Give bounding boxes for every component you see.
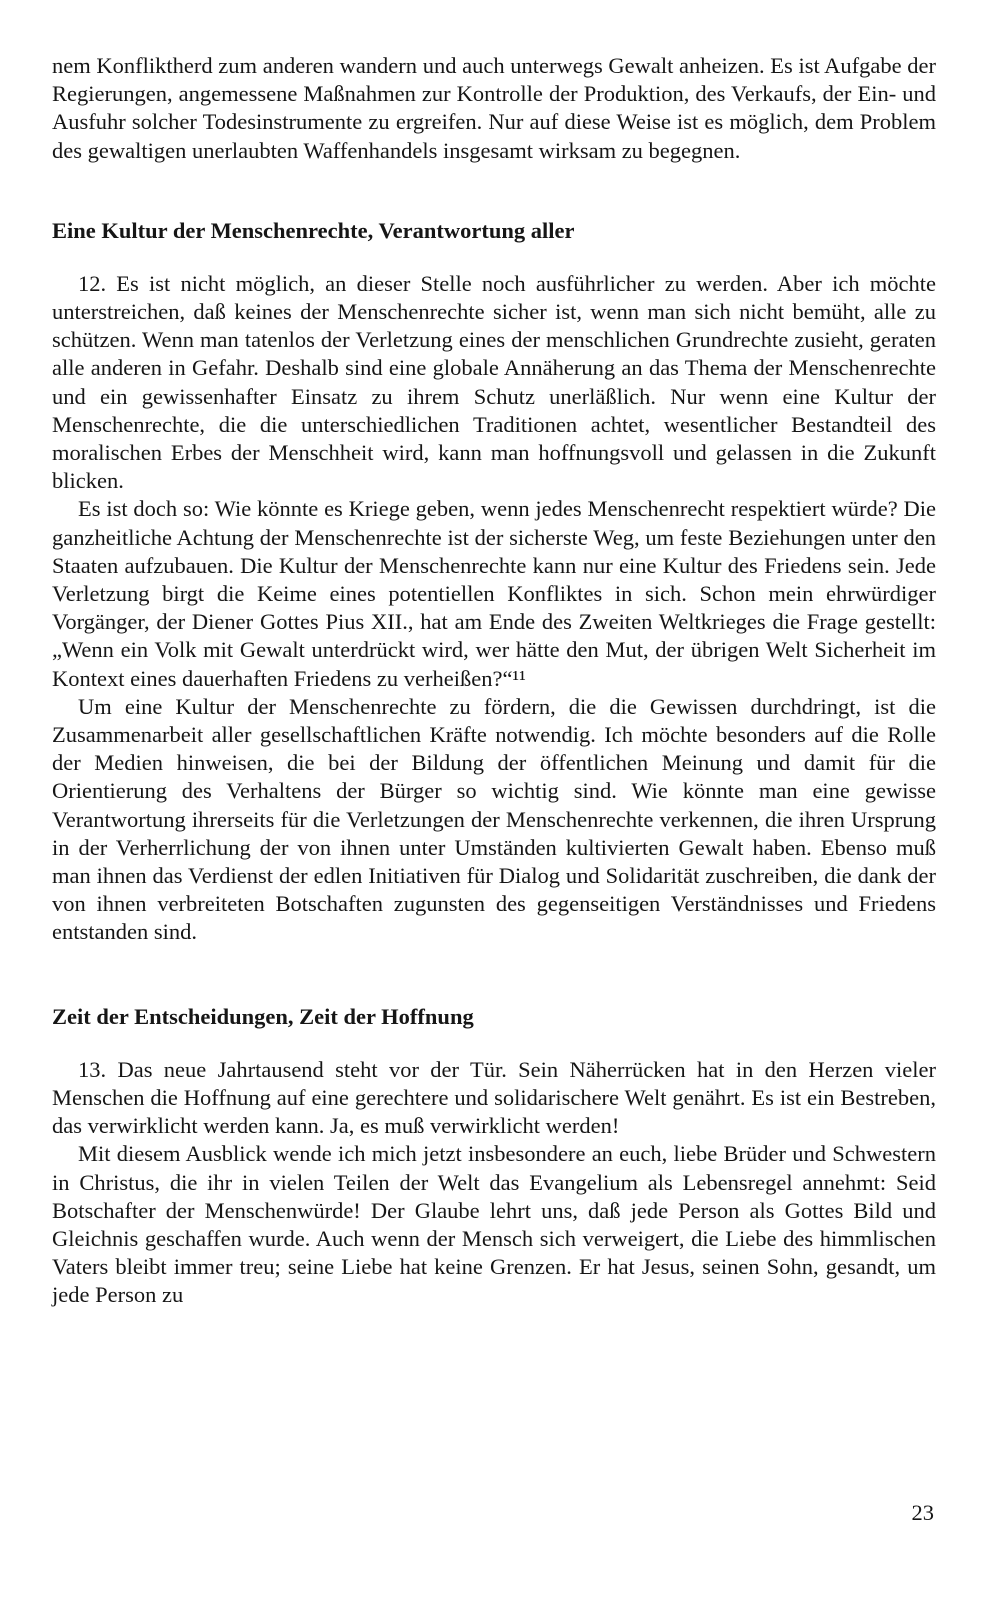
- paragraph-intro: nem Konfliktherd zum anderen wandern und auch unterwegs Gewalt anheizen. Es ist Aufgabe der Regierungen, angemessene Maßnahmen zur Kontrolle der Produktion, des Verkaufs, der Ein- und Ausfuhr solcher Todesinstrumente zu ergreifen. Nur auf diese Weise ist es möglich, dem Problem des gewaltigen unerlaubten Waffenhandels insgesamt wirksam zu begegnen.: [52, 53, 936, 163]
- document-page: [52, 52, 936, 1310]
- paragraph-12: 12. Es ist nicht möglich, an dieser Stelle noch ausführlicher zu werden. Aber ich möchte unterstreichen, daß keines der Menschenrechte sicher ist, wenn man sich nicht bemüht, alle zu schützen. Wenn man tatenlos der Verletzung eines der menschlichen Grundrechte zusieht, geraten alle anderen in Gefahr. Deshalb sind eine globale Annäherung an das Thema der Menschenrechte und ein gewissenhafter Einsatz zu ihrem Schutz unerläßlich. Nur wenn eine Kultur der Menschenrechte, die die unterschiedlichen Traditionen achtet, wesentlicher Bestandteil des moralischen Erbes der Menschheit wird, kann man hoffnungsvoll und gelassen in die Zukunft blicken.: [52, 270, 936, 494]
- paragraph-media: Um eine Kultur der Menschenrechte zu fördern, die die Gewissen durchdringt, ist die Zusammenarbeit aller gesellschaftlichen Kräfte notwendig. Ich möchte besonders auf die Rolle der Medien hinweisen, die bei der Bildung der öffentlichen Meinung und damit für die Orientierung des Verhaltens der Bürger so wichtig sind. Wie könnte man eine gewisse Verantwortung ihrerseits für die Verletzungen der Menschenrechte verkennen, die ihren Ursprung in der Verherrlichung der von ihnen unter Umständen kultivierten Gewalt haben. Ebenso muß man ihnen das Verdienst der edlen Initiativen für Dialog und Solidarität zuschreiben, die dank der von ihnen verbreiteten Botschaften zugunsten des gegenseitigen Verständnisses und Friedens entstanden sind.: [52, 693, 936, 945]
- section-heading-hope: Zeit der Entscheidungen, Zeit der Hoffnung: [52, 1003, 474, 1029]
- paragraph-outlook: Mit diesem Ausblick wende ich mich jetzt insbesondere an euch, liebe Brüder und Schwestern in Christus, die ihr in vielen Teilen der Welt das Evangelium als Lebensregel annehmt: Seid Botschafter der Menschenwürde! Der Glaube lehrt uns, daß jede Person als Gottes Bild und Gleichnis geschaffen wurde. Auch wenn der Mensch sich verweigert, die Liebe des himmlischen Vaters bleibt immer treu; seine Liebe hat keine Grenzen. Er hat Jesus, seinen Sohn, gesandt, um jede Person zu: [52, 1141, 936, 1308]
- section-heading-human-rights: Eine Kultur der Menschenrechte, Verantwortung aller: [52, 217, 575, 243]
- page-number: 23: [911, 1500, 934, 1525]
- paragraph-wars: Es ist doch so: Wie könnte es Kriege geben, wenn jedes Menschenrecht respektiert würde? Die ganzheitliche Achtung der Menschenrechte ist der sicherste Weg, um feste Beziehungen unter den Staaten aufzubauen. Die Kultur der Menschenrechte kann nur eine Kultur des Friedens sein. Jede Verletzung birgt die Keime eines potentiellen Konfliktes in sich. Schon mein ehrwürdiger Vorgänger, der Diener Gottes Pius XII., hat am Ende des Zweiten Weltkrieges die Frage gestellt: „Wenn ein Volk mit Gewalt unterdrückt wird, wer hätte den Mut, der übrigen Welt Sicherheit im Kontext eines dauerhaften Friedens zu verheißen?“¹¹: [52, 496, 936, 691]
- paragraph-13: 13. Das neue Jahrtausend steht vor der Tür. Sein Näherrücken hat in den Herzen vieler Menschen die Hoffnung auf eine gerechtere und solidarischere Welt genährt. Es ist ein Bestreben, das verwirklicht werden kann. Ja, es muß verwirklicht werden!: [52, 1056, 936, 1139]
